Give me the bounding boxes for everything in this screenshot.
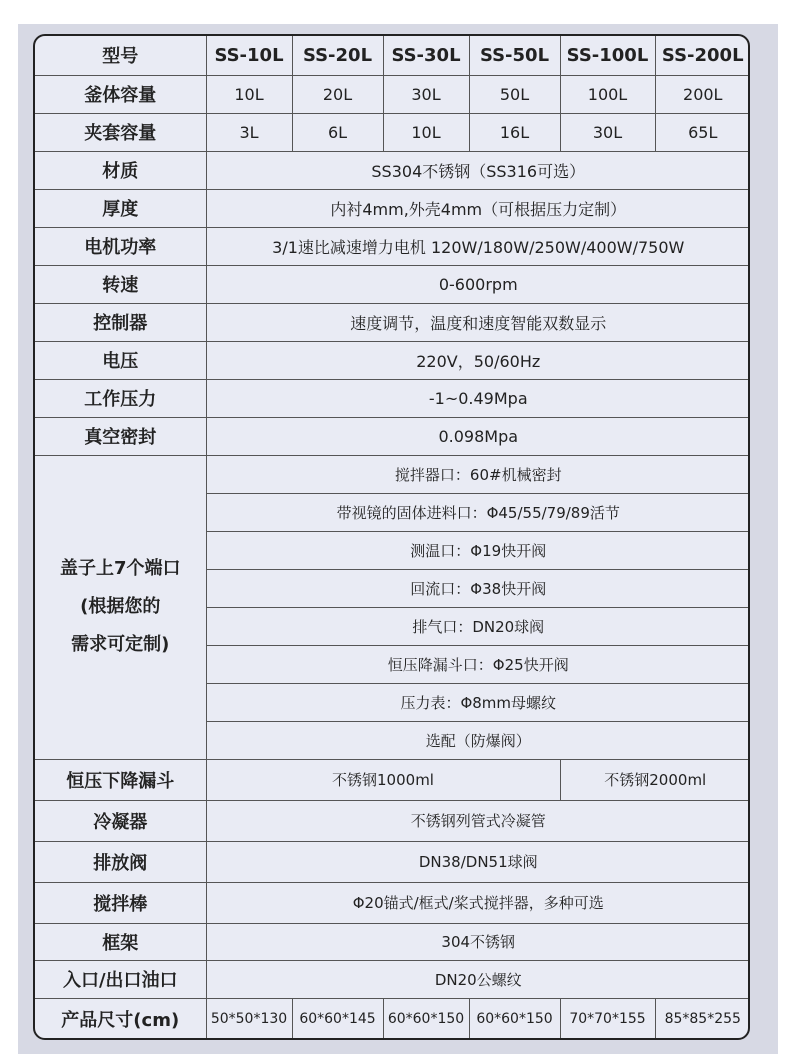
- cell-value: 3/1速比减速增力电机 120W/180W/250W/400W/750W: [206, 227, 750, 265]
- port-item: 回流口：Φ38快开阀: [206, 569, 750, 607]
- cell-value: 50*50*130: [206, 998, 292, 1040]
- speed-row: [35, 265, 750, 303]
- funnel-row: [35, 759, 750, 800]
- material-row: [35, 151, 750, 189]
- cell-value: 16L: [469, 113, 560, 151]
- cell-value: 50L: [469, 75, 560, 113]
- port-item: 测温口：Φ19快开阀: [206, 531, 750, 569]
- cell-value: 200L: [655, 75, 750, 113]
- cell-value: 30L: [383, 75, 469, 113]
- row-label: 产品尺寸(cm): [35, 998, 206, 1040]
- model-name: SS-200L: [655, 36, 750, 75]
- cell-value: 速度调节，温度和速度智能双数显示: [206, 303, 750, 341]
- thickness-row: [35, 189, 750, 227]
- model-label: 型号: [35, 36, 206, 75]
- header-row: [35, 36, 750, 75]
- cell-value: 3L: [206, 113, 292, 151]
- cell-value: 60*60*150: [469, 998, 560, 1040]
- cell-value: 10L: [206, 75, 292, 113]
- ports-label-line: 盖子上7个端口: [59, 558, 181, 579]
- model-name: SS-10L: [206, 36, 292, 75]
- row-label: 厚度: [35, 189, 206, 227]
- kettle-capacity-row: [35, 75, 750, 113]
- row-label: 釜体容量: [35, 75, 206, 113]
- cell-value: 220V，50/60Hz: [206, 341, 750, 379]
- cell-value: 0-600rpm: [206, 265, 750, 303]
- row-label: 入口/出口油口: [35, 960, 206, 998]
- row-label: 工作压力: [35, 379, 206, 417]
- cell-value: DN20公螺纹: [206, 960, 750, 998]
- condenser-row: [35, 800, 750, 841]
- row-label: 恒压下降漏斗: [35, 759, 206, 800]
- cell-value: 不锈钢列管式冷凝管: [206, 800, 750, 841]
- row-label: 搅拌棒: [35, 882, 206, 923]
- cell-value: 20L: [292, 75, 383, 113]
- frame-row: [35, 923, 750, 960]
- row-label: 电压: [35, 341, 206, 379]
- row-label: 材质: [35, 151, 206, 189]
- port-item: 选配（防爆阀）: [206, 721, 750, 759]
- model-name: SS-50L: [469, 36, 560, 75]
- model-name: SS-30L: [383, 36, 469, 75]
- cell-value: 304不锈钢: [206, 923, 750, 960]
- oil-port-row: [35, 960, 750, 998]
- row-label: 控制器: [35, 303, 206, 341]
- stirrer-row: [35, 882, 750, 923]
- port-item: 恒压降漏斗口：Φ25快开阀: [206, 645, 750, 683]
- row-label: 排放阀: [35, 841, 206, 882]
- port-item: 排气口：DN20球阀: [206, 607, 750, 645]
- row-label: 转速: [35, 265, 206, 303]
- row-label: 夹套容量: [35, 113, 206, 151]
- row-label: 冷凝器: [35, 800, 206, 841]
- motor-power-row: [35, 227, 750, 265]
- port-item: 带视镜的固体进料口：Φ45/55/79/89活节: [206, 493, 750, 531]
- working-pressure-row: [35, 379, 750, 417]
- cell-value: 100L: [560, 75, 655, 113]
- port-item: 搅拌器口：60#机械密封: [206, 455, 750, 493]
- cell-value: SS304不锈钢（SS316可选）: [206, 151, 750, 189]
- row-label: 框架: [35, 923, 206, 960]
- port-row: [35, 455, 750, 493]
- cell-value: 70*70*155: [560, 998, 655, 1040]
- cell-value: 不锈钢1000ml: [206, 759, 560, 800]
- cell-value: 0.098Mpa: [206, 417, 750, 455]
- vacuum-seal-row: [35, 417, 750, 455]
- spec-table: [33, 34, 750, 1040]
- cell-value: 65L: [655, 113, 750, 151]
- controller-row: [35, 303, 750, 341]
- cell-value: 10L: [383, 113, 469, 151]
- row-label: 真空密封: [35, 417, 206, 455]
- cell-value: Φ20锚式/框式/桨式搅拌器，多种可选: [206, 882, 750, 923]
- ports-label-line: 需求可定制): [71, 634, 170, 655]
- port-item: 压力表：Φ8mm母螺纹: [206, 683, 750, 721]
- dimensions-row: [35, 998, 750, 1040]
- cell-value: 6L: [292, 113, 383, 151]
- cell-value: 60*60*150: [383, 998, 469, 1040]
- cell-value: 内衬4mm,外壳4mm（可根据压力定制）: [206, 189, 750, 227]
- cell-value: 30L: [560, 113, 655, 151]
- model-name: SS-20L: [292, 36, 383, 75]
- model-name: SS-100L: [560, 36, 655, 75]
- drain-valve-row: [35, 841, 750, 882]
- ports-label-line: (根据您的: [80, 596, 161, 617]
- ports-label: [35, 455, 206, 759]
- row-label: 电机功率: [35, 227, 206, 265]
- cell-value: -1~0.49Mpa: [206, 379, 750, 417]
- cell-value: DN38/DN51球阀: [206, 841, 750, 882]
- jacket-capacity-row: [35, 113, 750, 151]
- voltage-row: [35, 341, 750, 379]
- cell-value: 60*60*145: [292, 998, 383, 1040]
- cell-value: 85*85*255: [655, 998, 750, 1040]
- cell-value: 不锈钢2000ml: [560, 759, 750, 800]
